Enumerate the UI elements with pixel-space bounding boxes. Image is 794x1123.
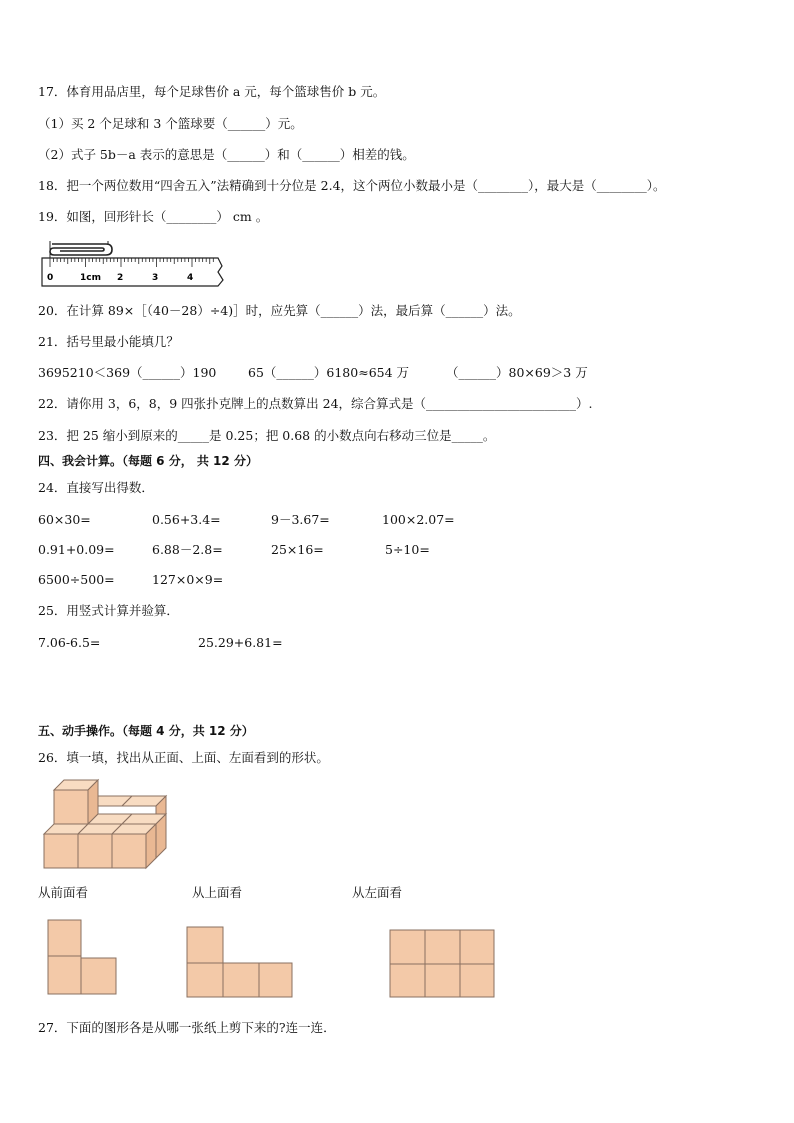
calc-item: 9－3.67= xyxy=(271,512,330,527)
ruler-label-2: 2 xyxy=(117,273,124,283)
calc-item: 0.91+0.09= xyxy=(38,542,115,557)
ruler-label-0: 0 xyxy=(47,273,54,283)
ruler-label-4: 4 xyxy=(187,273,194,283)
q21-item-a: 3695210＜369（______）190 xyxy=(38,365,217,380)
view-label-top: 从上面看 xyxy=(192,885,243,900)
ruler-figure xyxy=(40,236,226,288)
calc-item: 5÷10= xyxy=(385,542,430,557)
calc-item: 6500÷500= xyxy=(38,572,115,587)
ruler-label-3: 3 xyxy=(152,273,159,283)
calc-item: 60×30= xyxy=(38,512,91,527)
cube-stack-figure xyxy=(42,778,172,870)
q21-item-b: 65（______）6180≈654 万 xyxy=(248,365,410,380)
top-view-shape xyxy=(186,926,294,999)
calc-item: 6.88－2.8= xyxy=(152,542,223,557)
vertical-calc-item: 25.29+6.81= xyxy=(198,635,283,650)
view-label-front: 从前面看 xyxy=(38,885,89,900)
calc-item: 127×0×9= xyxy=(152,572,224,587)
q24-text: 24．直接写出得数． xyxy=(38,480,154,495)
ruler-body xyxy=(42,258,223,286)
calc-item: 0.56+3.4= xyxy=(152,512,221,527)
section-4-heading: 四、我会计算。（每题 6 分， 共 12 分） xyxy=(38,454,258,468)
vertical-calc-item: 7.06-6.5= xyxy=(38,635,101,650)
paperclip-icon xyxy=(50,241,112,258)
q19-text: 19．如图，回形针长（________） cm 。 xyxy=(38,209,269,224)
q26-text: 26．填一填，找出从正面、上面、左面看到的形状。 xyxy=(38,750,329,765)
left-view-shape xyxy=(389,929,497,999)
q27-text: 27．下面的图形各是从哪一张纸上剪下来的?连一连． xyxy=(38,1020,336,1035)
calc-item: 100×2.07= xyxy=(382,512,455,527)
q17-part1: （1）买 2 个足球和 3 个篮球要（______）元。 xyxy=(38,116,303,131)
calc-item: 25×16= xyxy=(271,542,324,557)
q17-text: 17．体育用品店里，每个足球售价 a 元，每个篮球售价 b 元。 xyxy=(38,84,386,99)
front-view-shape xyxy=(47,919,119,997)
ruler-label-1cm: 1cm xyxy=(80,273,101,283)
cube xyxy=(44,824,156,834)
view-label-left: 从左面看 xyxy=(352,885,403,900)
q17-part2: （2）式子 5b－a 表示的意思是（______）和（______）相差的钱。 xyxy=(38,147,415,162)
q22-text: 22．请你用 3，6，8，9 四张扑克牌上的点数算出 24，综合算式是（________________________）. xyxy=(38,396,593,411)
q25-text: 25．用竖式计算并验算． xyxy=(38,603,179,618)
q18-text: 18．把一个两位数用“四舍五入”法精确到十分位是 2.4，这个两位小数最小是（________），最大是（________）。 xyxy=(38,178,666,193)
q20-text: 20．在计算 89×［（40－28）÷4)］时，应先算（______）法，最后算（______）法。 xyxy=(38,303,521,318)
q23-text: 23．把 25 缩小到原来的_____是 0.25；把 0.68 的小数点向右移动三位是_____。 xyxy=(38,428,496,443)
section-5-heading: 五、动手操作。（每题 4 分，共 12 分） xyxy=(38,724,254,738)
q21-item-c: （______）80×69＞3 万 xyxy=(446,365,588,380)
q21-text: 21．括号里最小能填几？ xyxy=(38,334,179,349)
cube xyxy=(54,780,98,824)
